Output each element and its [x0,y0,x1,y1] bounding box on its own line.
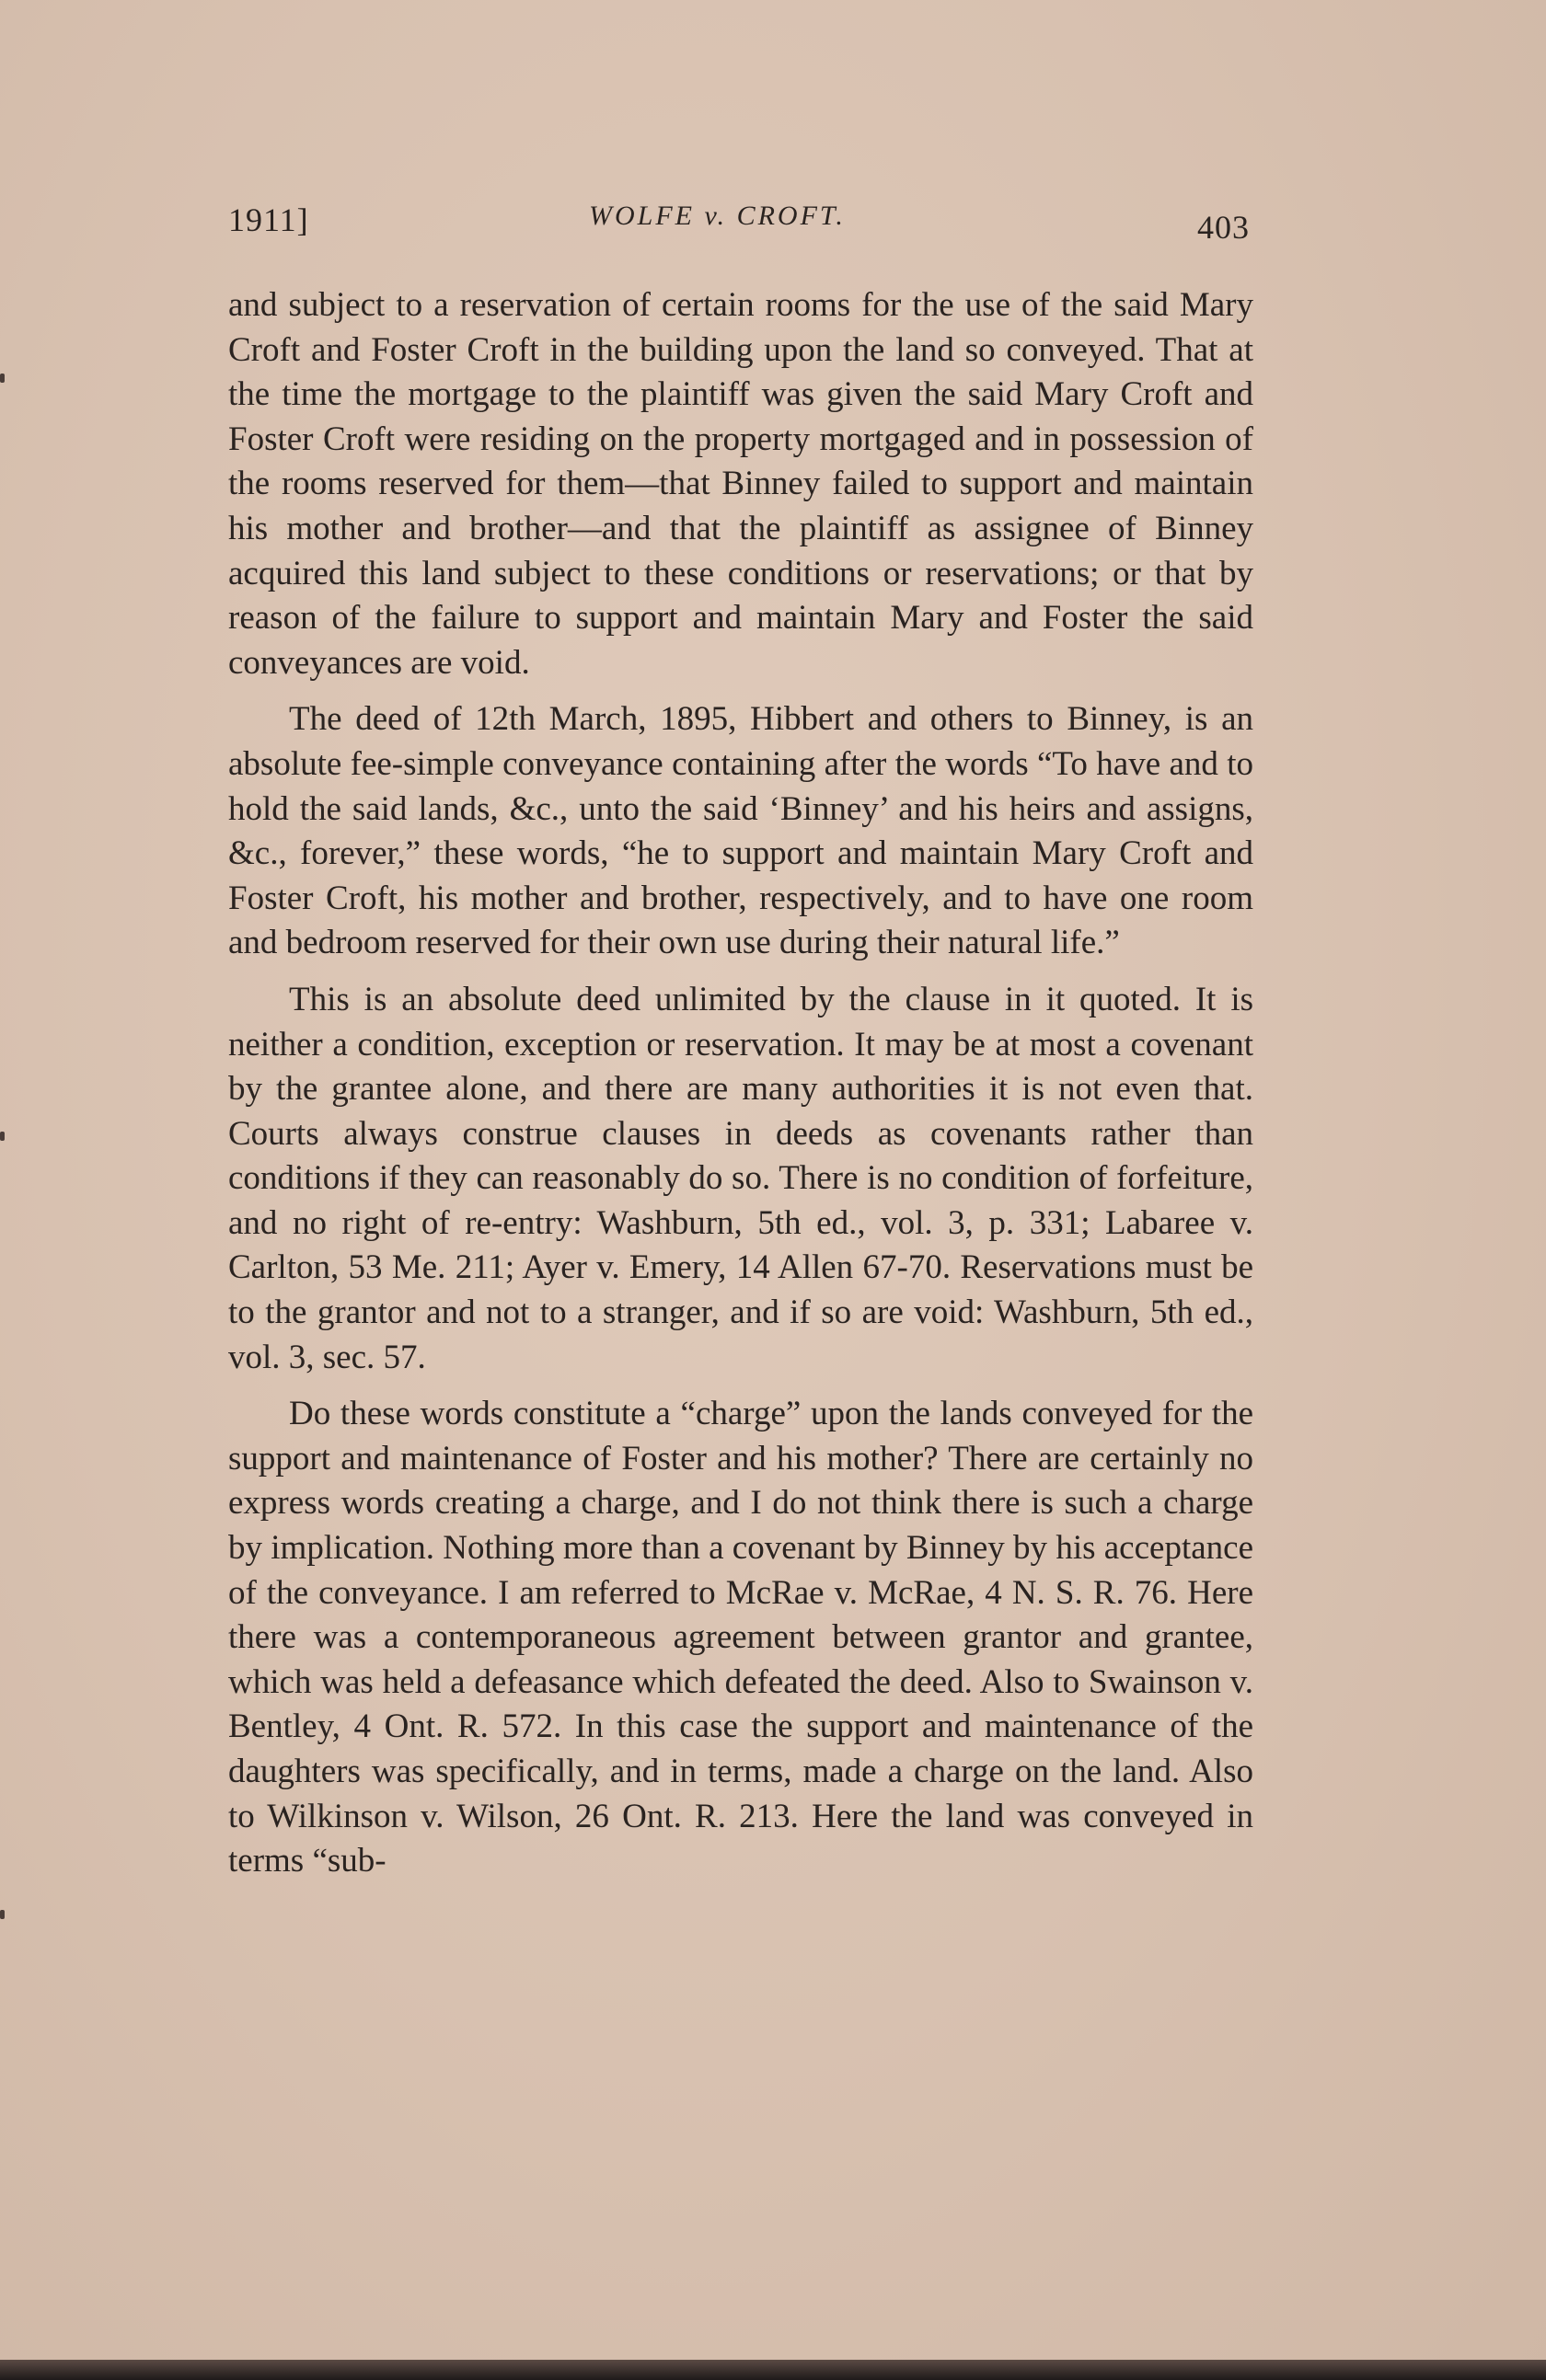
paragraph-absolute-deed: This is an absolute deed unlimited by the clause in it quoted. It is neither a condition, exception or reservation. It may be at most a covenant by the grantee alone, and there are many authorities it is not even that. Courts always construe clauses in deeds as covenants rather than conditions if they can reasonably do so. There is no condition of forfeiture, and no right of re-entry: Washburn, 5th ed., vol. 3, p. 331; Labaree v. Carlton, 53 Me. 211; Ayer v. Emery, 14 Allen 67-70. Reservations must be to the grantor and not to a stranger, and if so are void: Washburn, 5th ed., vol. 3, sec. 57. [228,980,1253,1376]
page-bottom-edge [0,2360,1546,2380]
binding-mark [0,374,5,383]
paragraph-deed-description: The deed of 12th March, 1895, Hibbert and others to Binney, is an absolute fee-simple conveyance containing after the words “To have and to hold the said lands, &c., unto the said ‘Binney’ and his heirs and assigns, &c., forever,” these words, “he to support and maintain Mary Croft and Foster Croft, his mother and brother, respectively, and to have one room and bedroom reserved for their own use during their natural life.” [228,700,1253,962]
paragraph-charge-question: Do these words constitute a “charge” upon the lands conveyed for the support and maintenance of Foster and his mother? There are certainly no express words creating a charge, and I do not think there is such a charge by implication. Nothing more than a covenant by Binney by his acceptance of the conveyance. I am referred to McRae v. McRae, 4 N. S. R. 76. Here there was a contemporaneous agreement between grantor and grantee, which was held a defeasance which defeated the deed. Also to Swainson v. Bentley, 4 Ont. R. 572. In this case the support and maintenance of the daughters was specifically, and in terms, made a charge on the land. Also to Wilkinson v. Wilson, 26 Ont. R. 213. Here the land was conveyed in terms “sub- [228,1395,1253,1880]
page-number: 403 [1197,209,1250,246]
running-head [228,193,1250,248]
body-text [228,283,1253,1896]
binding-mark [0,1910,5,1919]
binding-mark [0,1132,5,1141]
paragraph-continuation: and subject to a reservation of certain rooms for the use of the said Mary Croft and Foster Croft in the building upon the land so conveyed. That at the time the mortgage to the plaintiff was given the said Mary Croft and Foster Croft were residing on the property mortgaged and in possession of the rooms reserved for them—that Binney failed to support and maintain his mother and brother—and that the plaintiff as assignee of Binney acquired this land subject to these conditions or reservations; or that by reason of the failure to support and maintain Mary and Foster the said conveyances are void. [228,286,1253,682]
running-head-title: WOLFE v. CROFT. [589,201,846,231]
running-head-year: 1911] [228,201,309,238]
